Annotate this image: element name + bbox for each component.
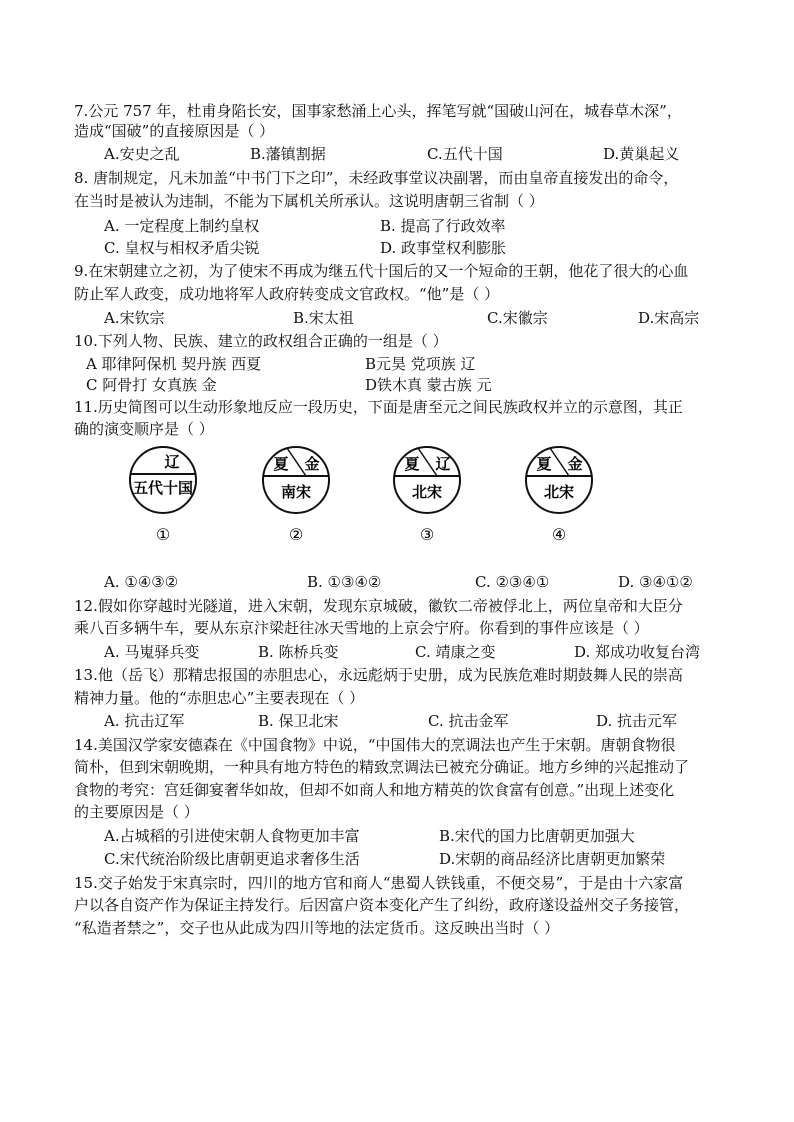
q10-option-a: A 耶律阿保机 契丹族 西夏 [86,355,262,373]
circle-4-number: ④ [551,525,567,544]
circle-4-right-label: 金 [567,455,583,473]
q14-option-d: D.宋朝的商品经济比唐朝更加繁荣 [439,850,666,868]
q12-option-c: C. 靖康之变 [415,643,496,661]
circle-4-left-label: 夏 [536,455,552,473]
q10-option-b: B元昊 党项族 辽 [365,355,476,373]
circle-4 [526,447,592,544]
q14-stem-line4: 的主要原因是（ ） [74,803,199,821]
q14-option-c: C.宋代统治阶级比唐朝更追求奢侈生活 [104,850,360,868]
circle-3-left-label: 夏 [404,455,420,473]
circle-2-left-label: 夏 [273,455,289,473]
q7-option-b: B.藩镇割据 [250,145,326,163]
q7-option-d: D.黄巢起义 [603,145,680,163]
q8-stem-line1: 8. 唐制规定，凡未加盖“中书门下之印”，未经政事堂议决副署，而由皇帝直接发出的命令， [74,169,679,187]
q14-option-a: A.占城稻的引进使宋朝人食物更加丰富 [104,827,360,845]
q13-option-c: C. 抗击金军 [428,712,509,730]
circle-3-bottom-label: 北宋 [411,483,443,501]
q12-stem-line1: 12.假如你穿越时光隧道，进入宋朝，发现东京城破，徽钦二帝被俘北上，两位皇帝和大臣分 [74,597,683,615]
q13-option-a: A. 抗击辽军 [104,712,185,730]
q9-option-a: A.宋钦宗 [104,309,165,327]
q7-stem-line1: 7.公元 757 年，杜甫身陷长安，国事家愁涌上心头，挥笔写就“国破山河在，城春草木深”， [74,102,682,120]
circle-1-number: ① [155,525,171,544]
q8-option-b: B. 提高了行政效率 [380,217,506,235]
q11-option-c: C. ②③④① [475,573,550,591]
circle-3-right-label: 辽 [435,455,451,473]
q11-stem-line1: 11.历史简图可以生动形象地反应一段历史，下面是唐至元之间民族政权并立的示意图，其正 [74,398,683,416]
regime-circles-diagram [128,442,598,552]
q7-option-a: A.安史之乱 [104,145,180,163]
circle-3-number: ③ [419,525,435,544]
q9-option-d: D.宋高宗 [638,309,700,327]
q11-option-a: A. ①④③② [104,573,179,591]
q10-stem: 10.下列人物、民族、建立的政权组合正确的一组是（ ） [74,332,448,350]
q11-option-b: B. ①③④② [307,573,382,591]
circle-1-top-label: 辽 [164,453,180,471]
circle-4-bottom-label: 北宋 [543,483,575,501]
q9-option-b: B.宋太祖 [293,309,354,327]
circle-2 [263,447,329,544]
q9-stem-line2: 防止军人政变，成功地将军人政府转变成文官政权。“他”是（ ） [74,285,500,303]
q14-stem-line1: 14.美国汉学家安德森在《中国食物》中说，“中国伟大的烹调法也产生于宋朝。唐朝食物很 [74,736,676,754]
q14-option-b: B.宋代的国力比唐朝更加强大 [439,827,635,845]
q15-stem-line1: 15.交子始发于宋真宗时，四川的地方官和商人“患蜀人铁钱重，不便交易”，于是由十六家富 [74,874,684,892]
q12-option-a: A. 马嵬驿兵变 [104,643,200,661]
q15-stem-line2: 户以各自资产作为保证主持发行。后因富户资本变化产生了纠纷，政府遂设益州交子务接管， [74,896,690,914]
q13-stem-line1: 13.他（岳飞）那精忠报国的赤胆忠心，永远彪炳于史册，成为民族危难时期鼓舞人民的崇高 [74,666,683,684]
q12-option-b: B. 陈桥兵变 [258,643,339,661]
circle-1-bottom-label: 五代十国 [132,479,194,497]
q12-option-d: D. 郑成功收复台湾 [574,643,701,661]
circle-1 [130,447,196,544]
q14-stem-line2: 简朴，但到宋朝晚期，一种具有地方特色的精致烹调法已被充分确证。地方乡绅的兴起推动了 [74,758,690,776]
q13-stem-line2: 精神力量。他的“赤胆忠心”主要表现在（ ） [74,689,365,707]
q8-option-a: A. 一定程度上制约皇权 [104,217,260,235]
circle-3 [394,447,460,544]
q8-option-c: C. 皇权与相权矛盾尖锐 [104,239,260,257]
q9-option-c: C.宋徽宗 [487,309,548,327]
q7-stem-line2: 造成“国破”的直接原因是（ ） [74,122,275,140]
q8-stem-line2: 在当时是被认为违制，不能为下属机关所承认。这说明唐朝三省制（ ） [74,192,544,210]
q11-option-d: D. ③④①② [618,573,693,591]
q15-stem-line3: “私造者禁之”，交子也从此成为四川等地的法定货币。这反映出当时（ ） [74,919,560,937]
circle-2-number: ② [288,525,304,544]
q12-stem-line2: 乘八百多辆牛车，要从东京汴梁赶往冰天雪地的上京会宁府。你看到的事件应该是（ ） [74,619,649,637]
q13-option-b: B. 保卫北宋 [258,712,339,730]
q10-option-c: C 阿骨打 女真族 金 [86,376,217,394]
q13-option-d: D. 抗击元军 [596,712,678,730]
q10-option-d: D铁木真 蒙古族 元 [365,376,492,394]
q7-option-c: C.五代十国 [427,145,503,163]
circle-2-right-label: 金 [304,455,320,473]
q14-stem-line3: 食物的考究：宫廷御宴奢华如故，但却不如商人和地方精英的饮食富有创意。”出现上述变化 [74,781,675,799]
circle-2-bottom-label: 南宋 [280,483,312,501]
q11-stem-line2: 确的演变顺序是（ ） [74,420,214,438]
q9-stem-line1: 9.在宋朝建立之初，为了使宋不再成为继五代十国后的又一个短命的王朝，他花了很大的心血 [74,262,689,280]
q8-option-d: D. 政事堂权利膨胀 [380,239,507,257]
